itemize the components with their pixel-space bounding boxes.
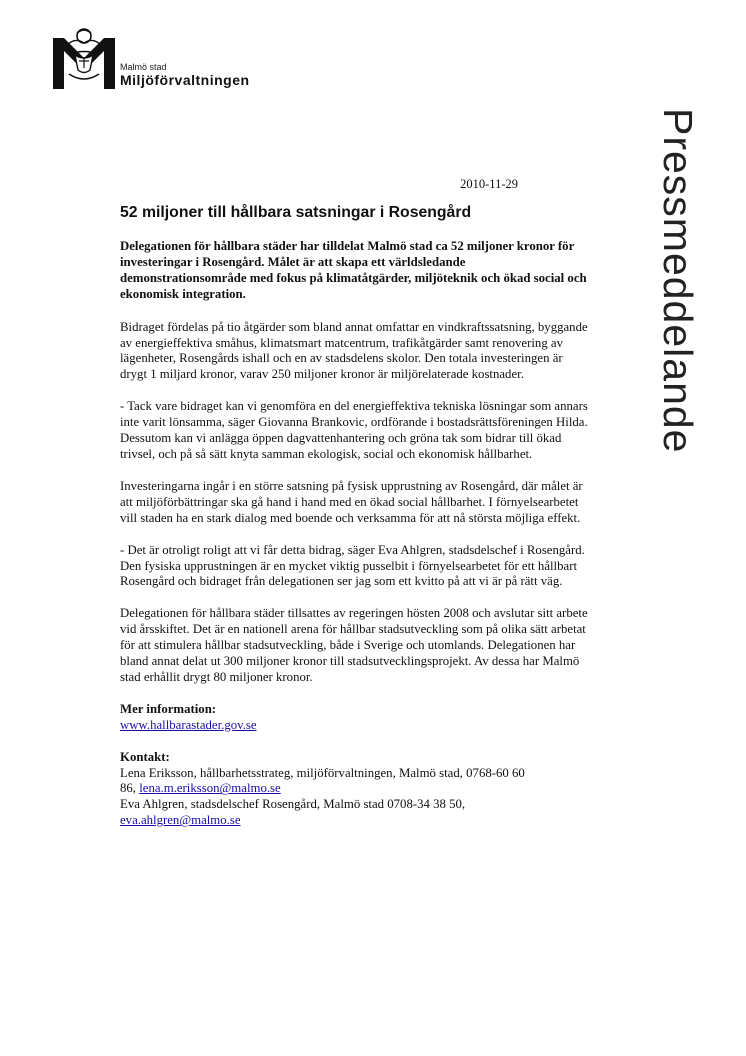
more-information-section [120,702,590,734]
press-release-content [120,177,590,845]
contact-line-lena-continued [120,781,590,797]
contact-line-lena: Lena Eriksson, hållbarhetsstrateg, miljöförvaltningen, Malmö stad, 0768-60 60 [120,765,525,780]
organization-department-label: Miljöförvaltningen [120,72,250,88]
body-paragraph-1: Bidraget fördelas på tio åtgärder som bland annat omfattar en vindkraftssatsning, byggande av energieffektiva småhus, klimatsmart matcentrum, trafikåtgärder samt renovering av lägenheter, Rosengårds ishall och en av stadsdelens skolor. Den totala investeringen är drygt 1 miljard kronor, varav 250 miljoner kronor är miljörelaterade kostnader. [120,319,588,382]
more-information-heading: Mer information: [120,701,217,716]
press-release-title: 52 miljoner till hållbara satsningar i Rosengård [120,204,472,221]
contact-heading: Kontakt: [120,749,170,764]
organization-logo [53,27,293,91]
organization-city-label: Malmö stad [120,62,167,72]
body-paragraph-5: Delegationen för hållbara städer tillsattes av regeringen hösten 2008 och avslutar sitt arbete vid årsskiftet. Det är en nationell arena för hållbar stadsutveckling som på olika sätt arbetat för att stimulera hållbar stadsutveckling, både i Sverige och utomlands. Delegationen har bland annat delat ut 300 miljoner kronor till stadsutvecklingsprojekt. Av dessa har Malmö stad erhållit drygt 80 miljoner kronor. [120,606,588,684]
eva-email-link[interactable]: eva.ahlgren@malmo.se [120,813,241,828]
press-release-vertical-label-container [655,108,701,548]
body-paragraph-4: - Det är otroligt roligt att vi får detta bidrag, säger Eva Ahlgren, stadsdelschef i Rosengård. Den fysiska upprustningen är en mycket viktig pusselbit i förnyelsearbetet för ett hållbart Rosengård och bidraget från delegationen ser jag som ett kvitto på att vi är på rätt väg. [120,542,585,589]
malmo-coat-of-arms-icon [53,27,115,89]
more-information-link[interactable]: www.hallbarastader.gov.se [120,717,257,732]
body-paragraph-2: - Tack vare bidraget kan vi genomföra en del energieffektiva tekniska lösningar som annars inte varit lönsamma, säger Giovanna Brankovic, ordförande i bostadsrättsföreningen Hilda. Dessutom kan vi anlägga öppen dagvattenhantering och gröna tak som bidrar till ökad trivsel, och på så sätt knyta samman ekologisk, social och ekonomisk hållbarhet. [120,399,588,461]
contact-section [120,750,590,830]
press-release-vertical-label: Pressmeddelande [655,108,701,454]
lead-paragraph: Delegationen för hållbara städer har tilldelat Malmö stad ca 52 miljoner kronor för investeringar i Rosengård. Målet är att skapa ett världsledande demonstrationsområde med fokus på klimatåtgärder, miljöteknik och ökad social och ekonomisk integration. [120,239,587,301]
contact-line-prefix: 86, [120,781,140,796]
contact-line-eva: Eva Ahlgren, stadsdelschef Rosengård, Malmö stad 0708-34 38 50, [120,797,466,812]
lena-email-link[interactable]: lena.m.eriksson@malmo.se [139,781,281,796]
press-release-date: 2010-11-29 [460,177,518,191]
body-paragraph-3: Investeringarna ingår i en större satsning på fysisk upprustning av Rosengård, där målet är att miljöförbättringar ska gå hand i hand med en ökad social hållbarhet. I förnyelsearbetet vill staden ha en stark dialog med boende och verksamma för att nå största möjliga effekt. [120,478,583,525]
